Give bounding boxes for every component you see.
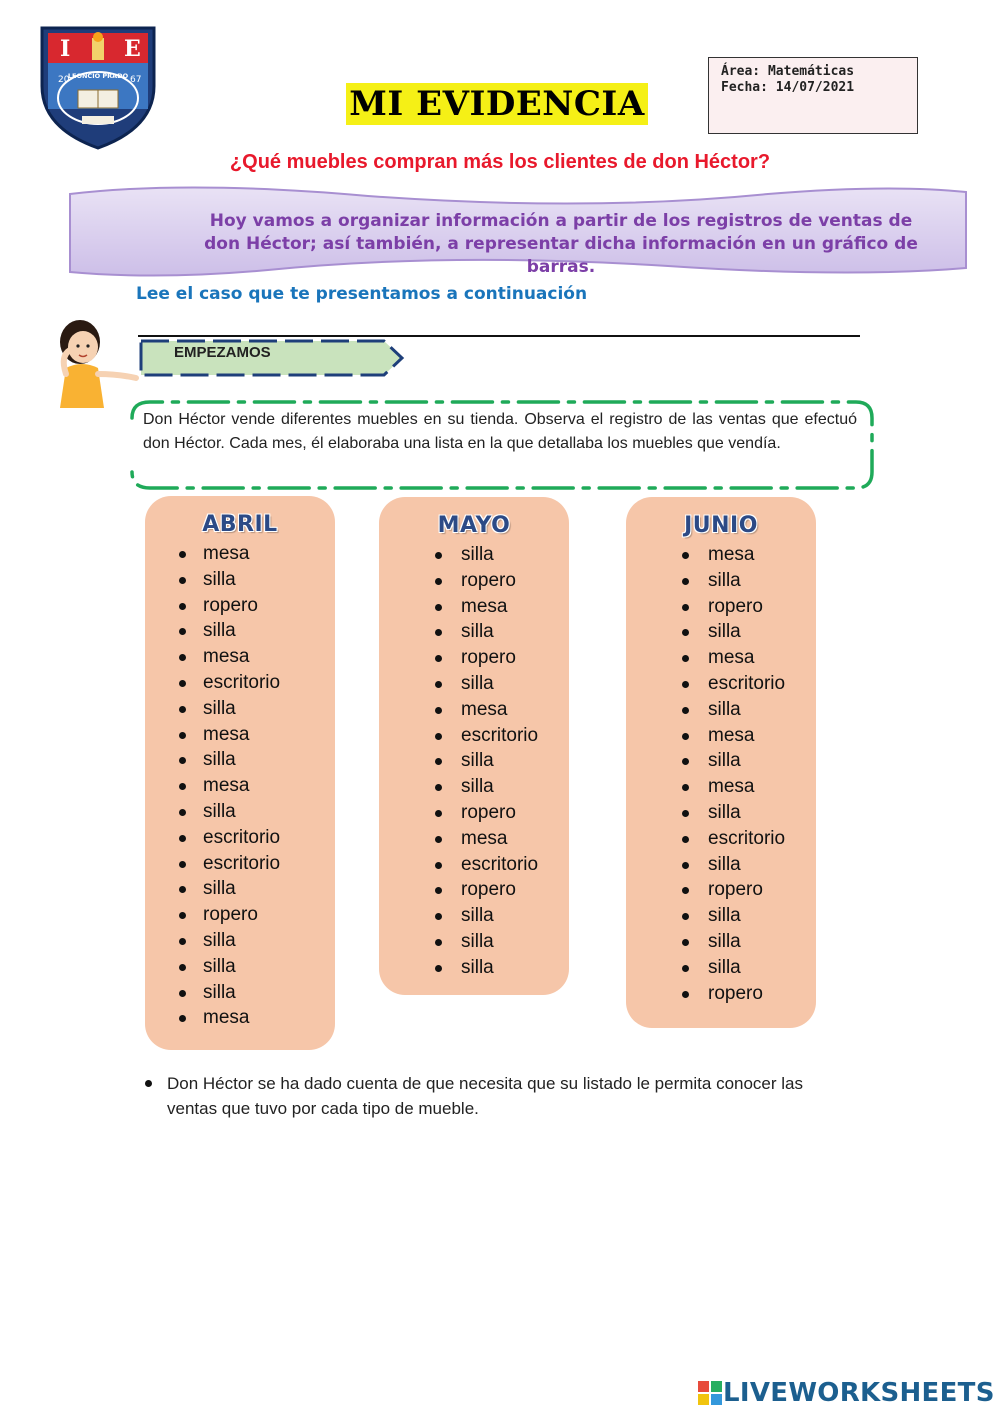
list-item: silla	[626, 619, 816, 645]
list-item: escritorio	[145, 670, 335, 696]
list-item: silla	[379, 748, 569, 774]
list-item: ropero	[626, 594, 816, 620]
list-item: mesa	[626, 774, 816, 800]
list-item: silla	[626, 903, 816, 929]
bottom-note-text: Don Héctor se ha dado cuenta de que necesita que su listado le permita conocer las ventas que tuvo por cada tipo de mueble.	[167, 1074, 804, 1118]
list-item: mesa	[379, 826, 569, 852]
month-card-abril	[145, 496, 335, 1050]
liveworksheets-logo-icon	[697, 1380, 723, 1406]
list-item: ropero	[379, 877, 569, 903]
list-item: silla	[379, 774, 569, 800]
list-item: silla	[626, 852, 816, 878]
list-item: mesa	[379, 697, 569, 723]
liveworksheets-footer[interactable]	[697, 1378, 995, 1408]
question-heading: ¿Qué muebles compran más los clientes de don Héctor?	[229, 151, 771, 173]
sales-list	[145, 541, 335, 1031]
list-item: silla	[379, 955, 569, 981]
page-title: MI EVIDENCIA	[346, 83, 648, 125]
list-item: silla	[626, 697, 816, 723]
school-logo	[38, 24, 158, 152]
month-title: ABRIL	[202, 512, 278, 537]
list-item: silla	[145, 980, 335, 1006]
list-item: silla	[145, 928, 335, 954]
list-item: silla	[145, 876, 335, 902]
svg-text:67: 67	[130, 75, 142, 85]
banner-text: Hoy vamos a organizar información a partir de los registros de ventas de don Héctor; así también, a representar dicha información en un gráfico de barras.	[204, 211, 918, 277]
svg-text:E: E	[124, 36, 141, 62]
lee-instruction: Lee el caso que te presentamos a continuación	[136, 284, 588, 304]
list-item: ropero	[379, 568, 569, 594]
list-item: ropero	[626, 981, 816, 1007]
list-item: escritorio	[145, 825, 335, 851]
list-item: silla	[626, 800, 816, 826]
list-item: mesa	[145, 773, 335, 799]
list-item: mesa	[145, 541, 335, 567]
month-card-junio	[626, 497, 816, 1028]
bottom-note	[145, 1071, 857, 1121]
svg-text:LEONCIO PRADO: LEONCIO PRADO	[67, 72, 129, 80]
list-item: mesa	[626, 542, 816, 568]
list-item: ropero	[379, 800, 569, 826]
list-item: silla	[379, 903, 569, 929]
list-item: silla	[145, 954, 335, 980]
divider-line	[138, 335, 860, 337]
empezamos-label: EMPEZAMOS	[174, 344, 271, 361]
list-item: mesa	[626, 723, 816, 749]
svg-text:20: 20	[58, 75, 70, 85]
list-item: ropero	[145, 902, 335, 928]
list-item: escritorio	[379, 723, 569, 749]
list-item: escritorio	[626, 671, 816, 697]
case-text: Don Héctor vende diferentes muebles en su tienda. Observa el registro de las ventas que efectuó don Héctor. Cada mes, él elaboraba una lista en la que detallaba los muebles que vendía.	[143, 411, 857, 452]
sales-list	[379, 542, 569, 981]
list-item: silla	[145, 799, 335, 825]
list-item: silla	[145, 747, 335, 773]
list-item: escritorio	[379, 852, 569, 878]
list-item: silla	[626, 929, 816, 955]
area-label: Área: Matemáticas	[721, 64, 855, 79]
month-title: MAYO	[437, 513, 511, 538]
month-card-mayo	[379, 497, 569, 995]
list-item: silla	[626, 955, 816, 981]
list-item: silla	[145, 618, 335, 644]
list-item: silla	[379, 671, 569, 697]
list-item: silla	[626, 568, 816, 594]
list-item: escritorio	[626, 826, 816, 852]
list-item: mesa	[145, 722, 335, 748]
list-item: ropero	[626, 877, 816, 903]
date-label: Fecha: 14/07/2021	[721, 80, 855, 95]
info-box	[708, 57, 918, 134]
list-item: silla	[379, 542, 569, 568]
list-item: silla	[626, 748, 816, 774]
svg-text:I: I	[60, 36, 71, 62]
list-item: escritorio	[145, 851, 335, 877]
liveworksheets-label: LIVEWORKSHEETS	[723, 1378, 995, 1408]
list-item: mesa	[626, 645, 816, 671]
list-item: mesa	[379, 594, 569, 620]
list-item: ropero	[379, 645, 569, 671]
list-item: mesa	[145, 644, 335, 670]
list-item: ropero	[145, 593, 335, 619]
sales-list	[626, 542, 816, 1006]
bullet-dot	[145, 1080, 152, 1087]
list-item: mesa	[145, 1005, 335, 1031]
list-item: silla	[379, 619, 569, 645]
list-item: silla	[379, 929, 569, 955]
list-item: silla	[145, 567, 335, 593]
list-item: silla	[145, 696, 335, 722]
month-title: JUNIO	[684, 513, 758, 538]
